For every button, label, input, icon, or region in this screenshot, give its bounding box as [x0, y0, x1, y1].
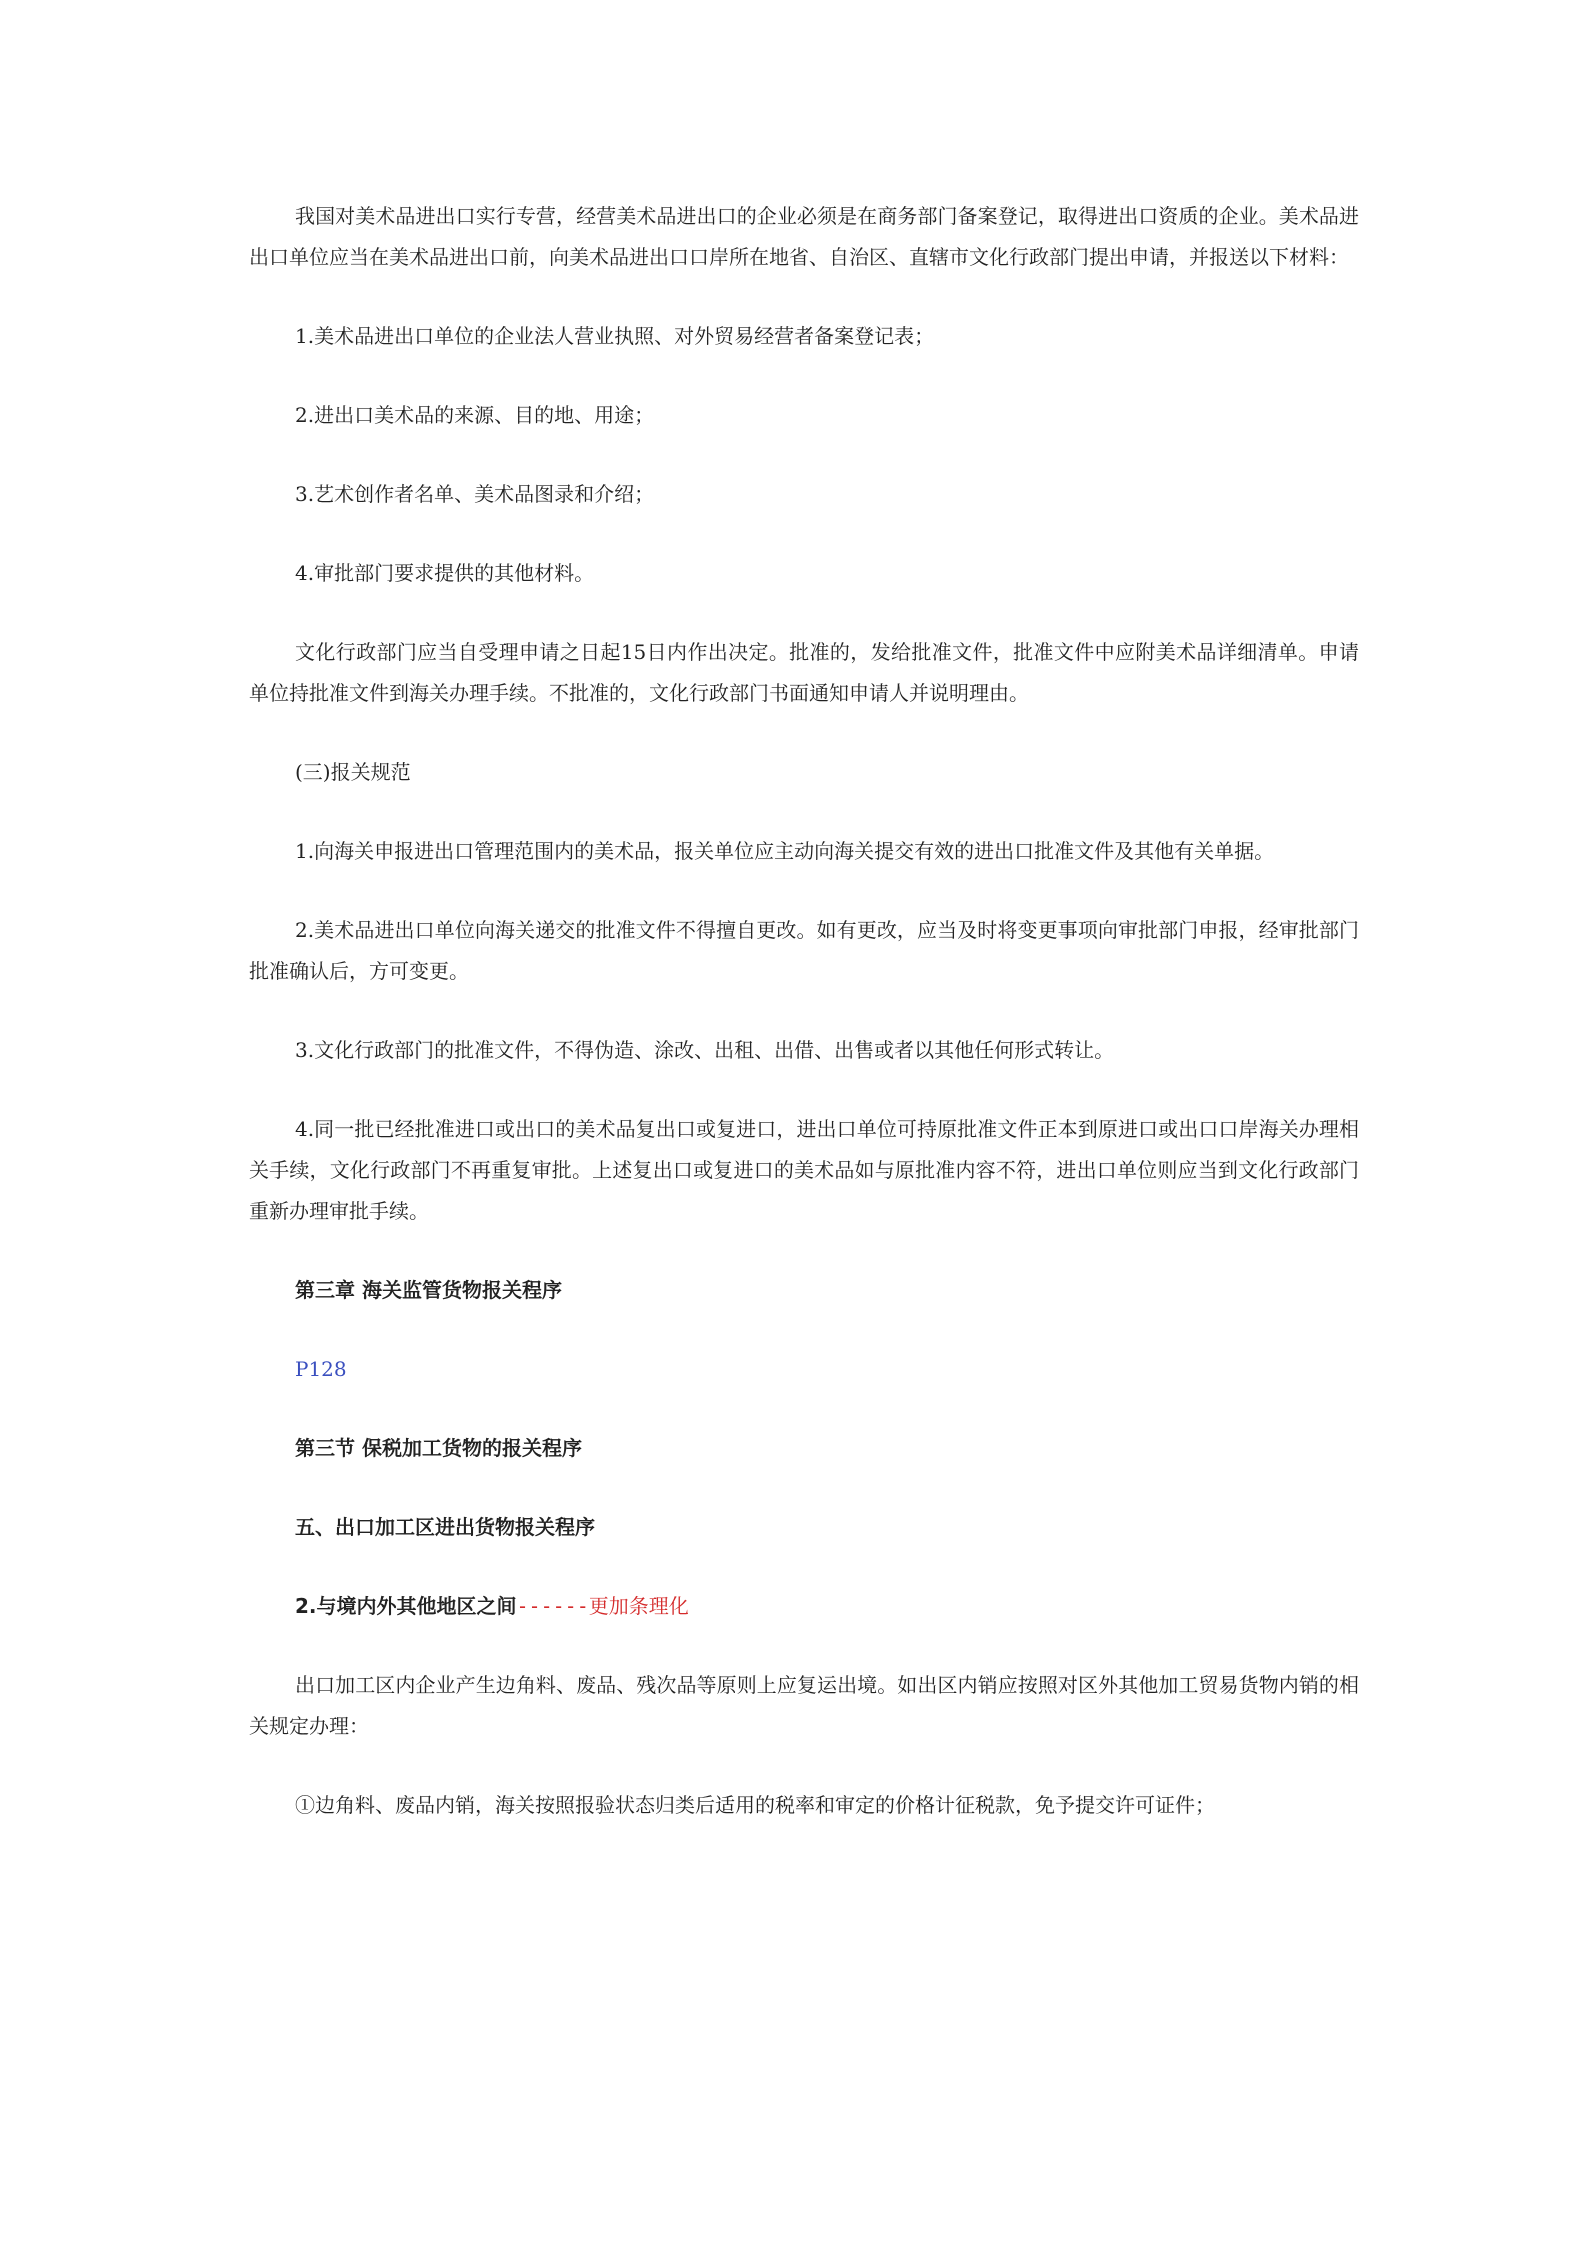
item2-heading — [249, 1586, 1359, 1627]
subsection-title: 五、出口加工区进出货物报关程序 — [295, 1515, 595, 1539]
rule-1-paragraph: ①边角料、废品内销，海关按照报验状态归类后适用的税率和审定的价格计征税款，免予提交许可证件； — [295, 1793, 1215, 1817]
section-title: 第三节 保税加工货物的报关程序 — [295, 1436, 582, 1460]
chapter-title: 第三章 海关监管货物报关程序 — [295, 1278, 562, 1302]
norm-item-3: 3.文化行政部门的批准文件，不得伪造、涂改、出租、出借、出售或者以其他任何形式转让。 — [295, 1038, 1115, 1062]
material-item-4: 4.审批部门要求提供的其他材料。 — [295, 561, 595, 585]
section-customs-norms-title: (三)报关规范 — [295, 760, 411, 784]
norm-item-4: 4.同一批已经批准进口或出口的美术品复出口或复进口，进出口单位可持原批准文件正本到原进口或出口口岸海关办理相关手续，文化行政部门不再重复审批。上述复出口或复进口的美术品如与原批准内容不符，进出口单位则应当到文化行政部门重新办理审批手续。 — [249, 1117, 1359, 1223]
item2-note: 更加条理化 — [588, 1594, 689, 1618]
norm-item-2: 2.美术品进出口单位向海关递交的批准文件不得擅自更改。如有更改，应当及时将变更事项向审批部门申报，经审批部门批准确认后，方可变更。 — [249, 918, 1359, 983]
page-reference: P128 — [295, 1357, 347, 1381]
norm-item-1: 1.向海关申报进出口管理范围内的美术品，报关单位应主动向海关提交有效的进出口批准文件及其他有关单据。 — [295, 839, 1275, 863]
material-item-2: 2.进出口美术品的来源、目的地、用途； — [295, 403, 655, 427]
intro-paragraph: 我国对美术品进出口实行专营，经营美术品进出口的企业必须是在商务部门备案登记，取得进出口资质的企业。美术品进出口单位应当在美术品进出口前，向美术品进出口口岸所在地省、自治区、直辖市文化行政部门提出申请，并报送以下材料： — [249, 204, 1359, 269]
material-item-1: 1.美术品进出口单位的企业法人营业执照、对外贸易经营者备案登记表； — [295, 324, 935, 348]
material-item-3: 3.艺术创作者名单、美术品图录和介绍； — [295, 482, 655, 506]
item2-dash: ------ — [516, 1594, 589, 1618]
zone-paragraph: 出口加工区内企业产生边角料、废品、残次品等原则上应复运出境。如出区内销应按照对区外其他加工贸易货物内销的相关规定办理： — [249, 1673, 1359, 1738]
document-body — [249, 196, 1359, 1864]
item2-title: 2.与境内外其他地区之间 — [295, 1594, 517, 1618]
decision-paragraph: 文化行政部门应当自受理申请之日起15日内作出决定。批准的，发给批准文件，批准文件中应附美术品详细清单。申请单位持批准文件到海关办理手续。不批准的，文化行政部门书面通知申请人并说明理由。 — [249, 640, 1359, 705]
